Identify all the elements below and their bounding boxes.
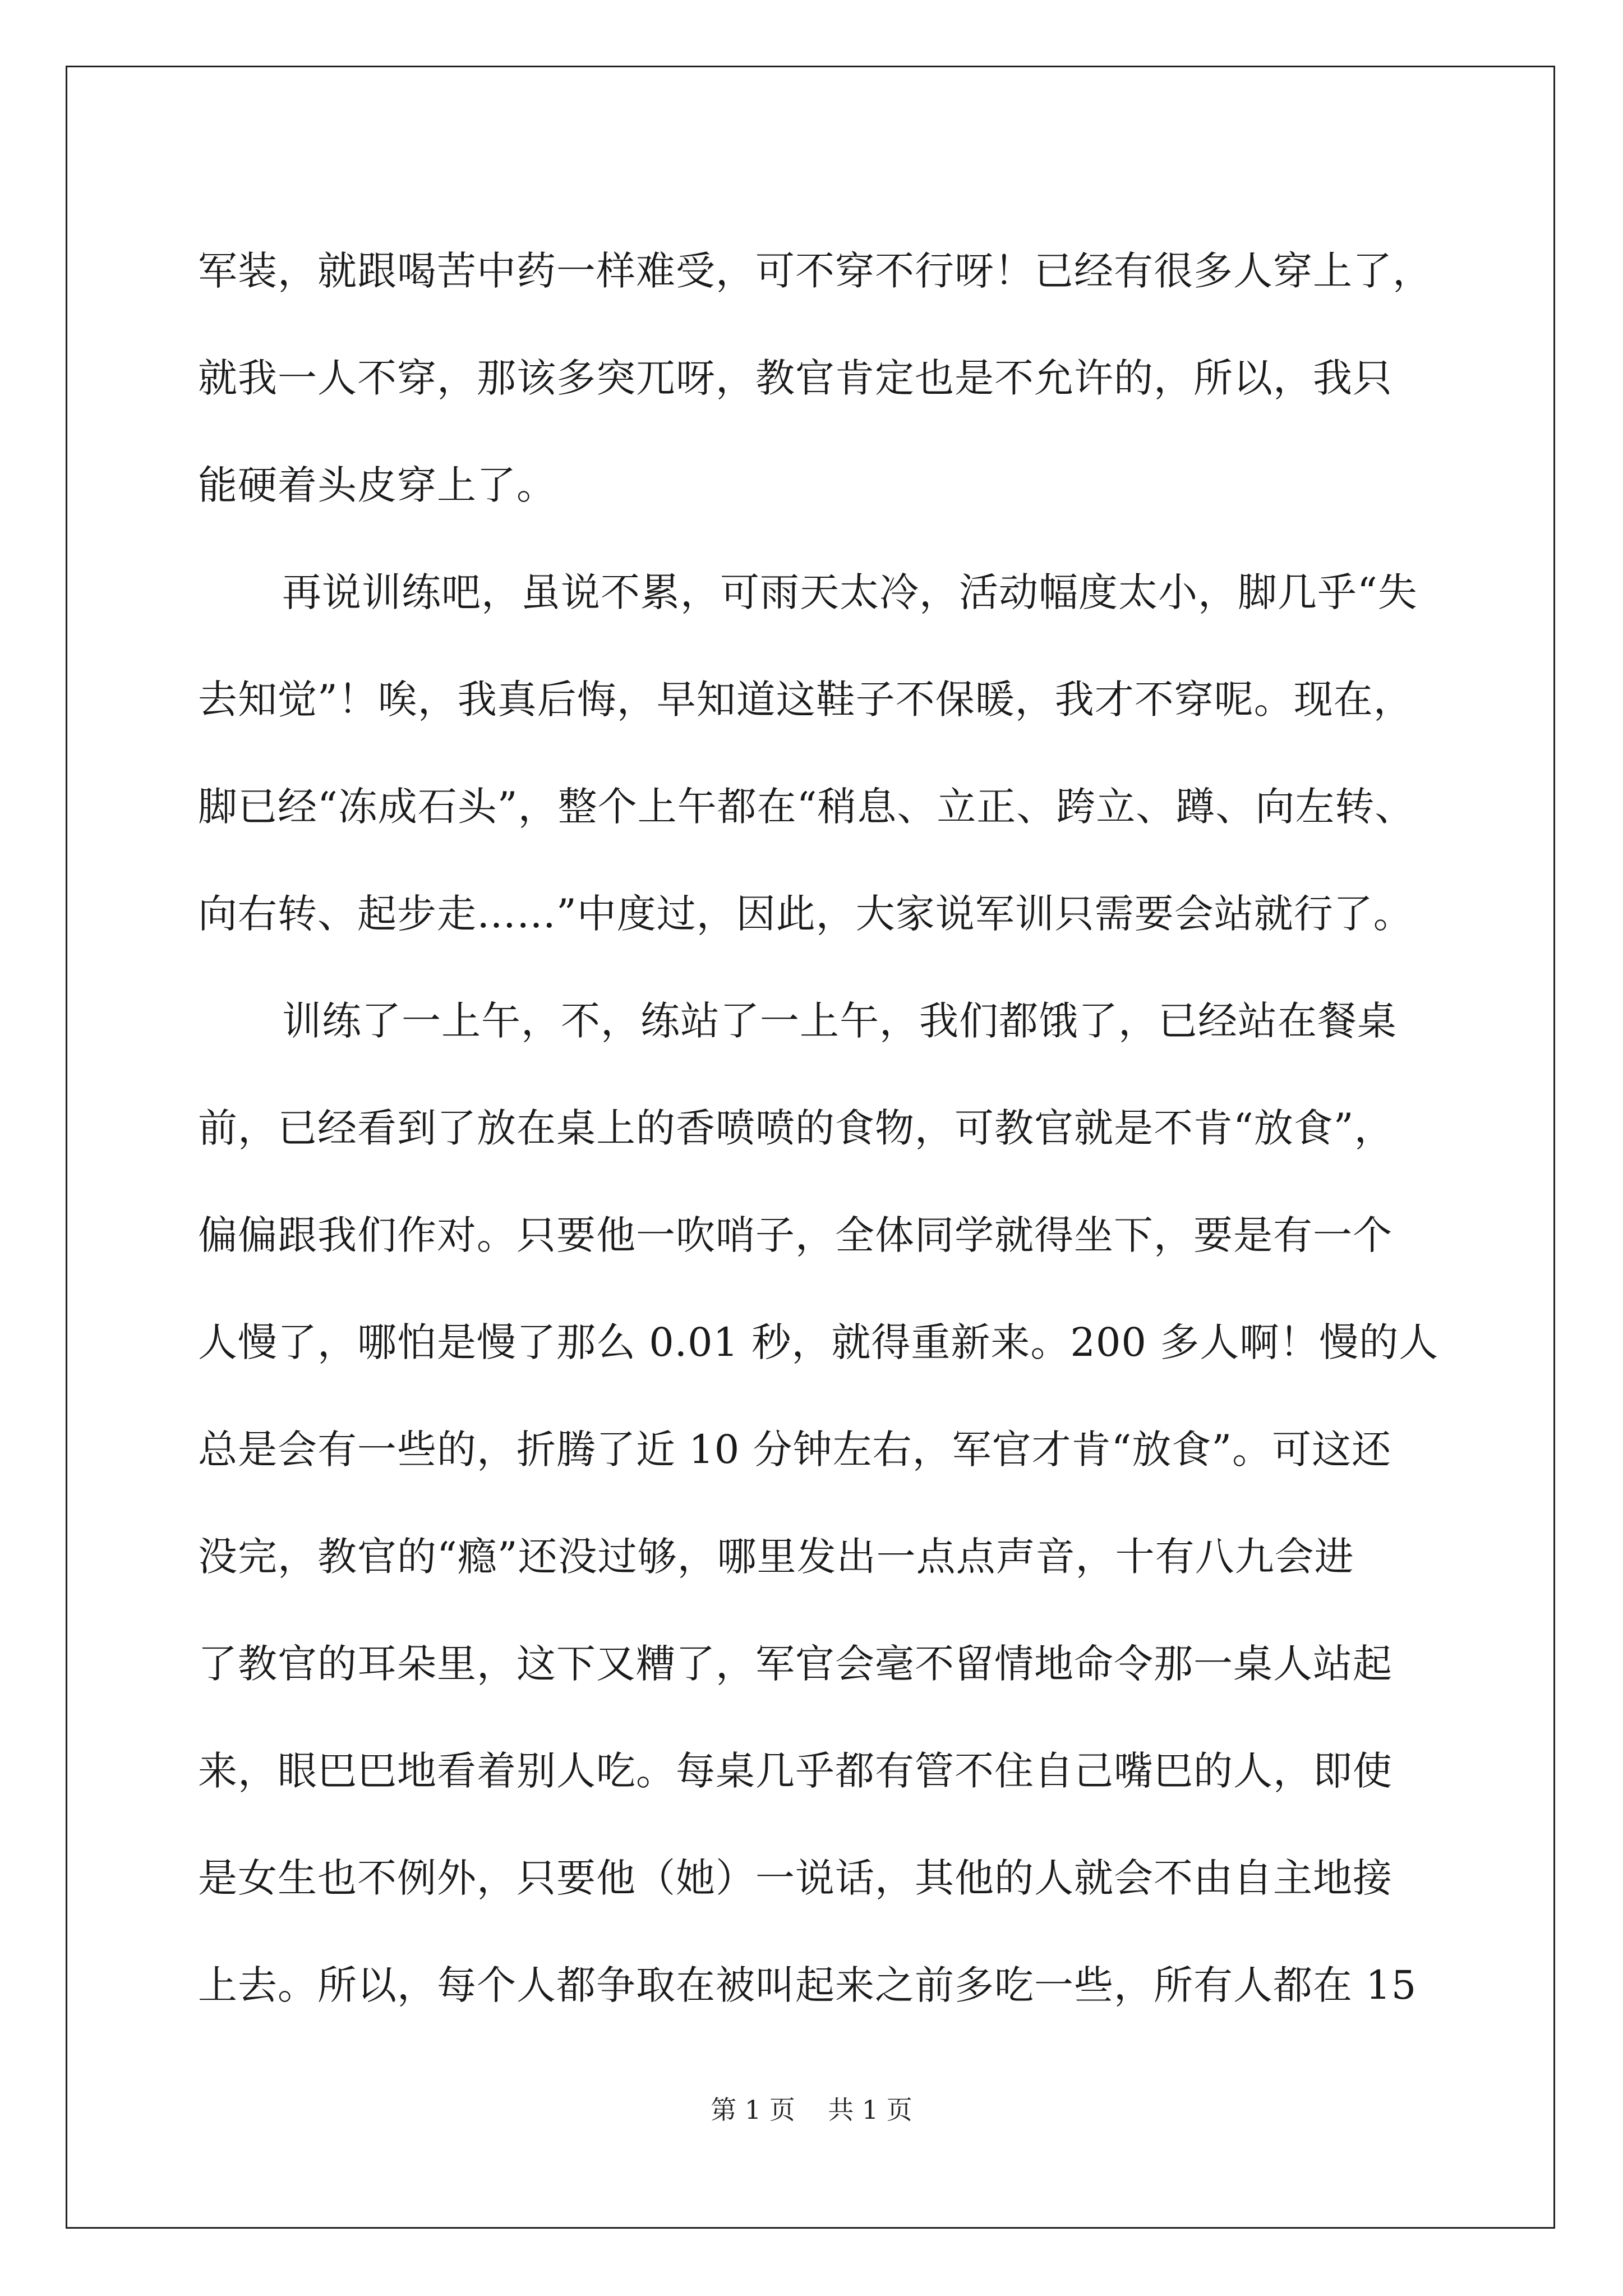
text-line: 上去。所以，每个人都争取在被叫起来之前多吃一些，所有人都在 15 <box>198 1962 1417 2008</box>
text-line: 前，已经看到了放在桌上的香喷喷的食物，可教官就是不肯“放食”， <box>198 1105 1394 1151</box>
text-line: 来，眼巴巴地看着别人吃。每桌几乎都有管不住自己嘴巴的人，即使 <box>198 1748 1393 1794</box>
text-line: 向右转、起步走……”中度过，因此，大家说军训只需要会站就行了。 <box>198 891 1413 937</box>
text-line: 是女生也不例外，只要他（她）一说话，其他的人就会不由自主地接 <box>198 1855 1393 1901</box>
page-number-footer: 第 1 页 共 1 页 <box>711 2095 912 2125</box>
text-line: 去知觉”！唉，我真后悔，早知道这鞋子不保暖，我才不穿呢。现在， <box>198 677 1413 723</box>
text-line: 能硬着头皮穿上了。 <box>198 462 556 508</box>
text-line: 人慢了，哪怕是慢了那么 0.01 秒，就得重新来。200 多人啊！慢的人 <box>198 1319 1439 1365</box>
text-line: 了教官的耳朵里，这下又糟了，军官会毫不留情地命令那一桌人站起 <box>198 1641 1393 1687</box>
text-line: 总是会有一些的，折腾了近 10 分钟左右，军官才肯“放食”。可这还 <box>198 1427 1392 1473</box>
text-line: 再说训练吧，虽说不累，可雨天太冷，活动幅度太小，脚几乎“失 <box>282 569 1418 615</box>
text-line: 偏偏跟我们作对。只要他一吹哨子，全体同学就得坐下，要是有一个 <box>198 1212 1393 1258</box>
document-body <box>198 218 1471 2039</box>
text-line: 军装，就跟喝苦中药一样难受，可不穿不行呀！已经有很多人穿上了， <box>198 248 1432 294</box>
text-line: 训练了一上午，不，练站了一上午，我们都饿了，已经站在餐桌 <box>282 998 1397 1044</box>
text-line: 没完，教官的“瘾”还没过够，哪里发出一点点声音，十有八九会进 <box>198 1534 1354 1580</box>
text-line: 就我一人不穿，那该多突兀呀，教官肯定也是不允许的，所以，我只 <box>198 355 1393 401</box>
text-line: 脚已经“冻成石头”，整个上午都在“稍息、立正、跨立、蹲、向左转、 <box>198 784 1415 830</box>
